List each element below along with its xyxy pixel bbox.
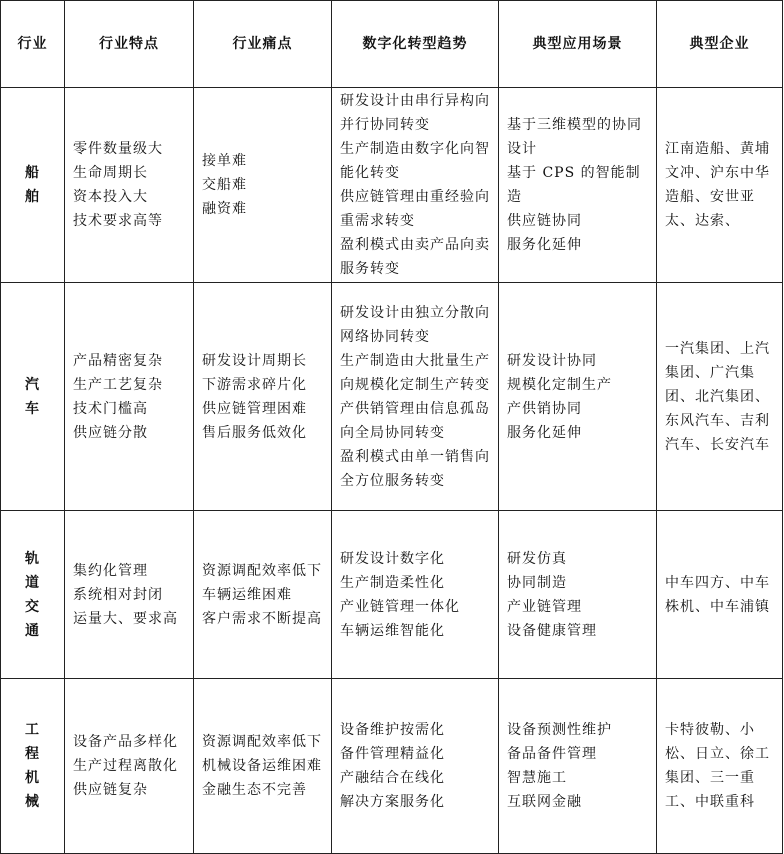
header-trends: 数字化转型趋势 [332, 1, 499, 88]
companies-cell [657, 679, 783, 854]
list-item: 零件数量级大 [73, 141, 163, 157]
table-row [1, 88, 783, 283]
table-row [1, 679, 783, 854]
list-item: 盈利模式由单一销售向全方位服务转变 [340, 448, 490, 489]
companies-cell [657, 511, 783, 679]
list-item: 生产工艺复杂 [73, 376, 163, 393]
list-item: 资源调配效率低下 [202, 562, 322, 579]
list-item: 解决方案服务化 [340, 794, 445, 810]
list-item: 互联网金融 [507, 794, 582, 810]
companies-text: 江南造船、黄埔文冲、沪东中华造船、安世亚太、达索、 [665, 141, 770, 229]
list-item: 服务化延伸 [507, 424, 582, 441]
trends-cell [332, 88, 499, 283]
header-row [1, 1, 783, 88]
companies-cell [657, 283, 783, 511]
header-industry: 行业 [1, 1, 65, 88]
list-item: 研发仿真 [507, 550, 567, 567]
list-item: 生产过程离散化 [73, 758, 178, 774]
list-item: 智慧施工 [507, 770, 567, 786]
trends-cell [332, 511, 499, 679]
list-item: 融资难 [202, 201, 247, 217]
list-item: 供应链复杂 [73, 782, 148, 798]
list-item: 售后服务低效化 [202, 424, 307, 441]
features-cell [65, 511, 194, 679]
list-item: 规模化定制生产 [507, 376, 612, 393]
list-item: 运量大、要求高 [73, 610, 178, 627]
header-pain-points: 行业痛点 [194, 1, 332, 88]
list-item: 设备预测性维护 [507, 722, 612, 738]
list-item: 产供销协同 [507, 400, 582, 417]
list-item: 盈利模式由卖产品向卖服务转变 [340, 237, 490, 277]
pain-points-cell [194, 511, 332, 679]
list-item: 研发设计数字化 [340, 550, 445, 567]
scenarios-cell [499, 283, 657, 511]
scenarios-cell [499, 88, 657, 283]
table-row [1, 283, 783, 511]
list-item: 客户需求不断提高 [202, 610, 322, 627]
list-item: 备件管理精益化 [340, 746, 445, 762]
companies-text: 卡特彼勒、小松、日立、徐工集团、三一重工、中联重科 [665, 722, 770, 810]
list-item: 集约化管理 [73, 562, 148, 579]
list-item: 机械设备运维困难 [202, 758, 322, 774]
industry-label: 工程机械 [25, 722, 40, 810]
list-item: 研发设计周期长 [202, 352, 307, 369]
list-item: 设备产品多样化 [73, 734, 178, 750]
industry-label: 轨道交通 [25, 550, 40, 639]
industry-name [1, 679, 65, 854]
list-item: 生产制造柔性化 [340, 574, 445, 591]
list-item: 车辆运维智能化 [340, 622, 445, 639]
list-item: 基于三维模型的协同设计 [507, 117, 642, 157]
list-item: 生命周期长 [73, 165, 148, 181]
list-item: 交船难 [202, 177, 247, 193]
list-item: 技术要求高等 [73, 213, 163, 229]
list-item: 设备健康管理 [507, 622, 597, 639]
list-item: 研发设计由独立分散向网络协同转变 [340, 304, 490, 345]
list-item: 产融结合在线化 [340, 770, 445, 786]
list-item: 供应链协同 [507, 213, 582, 229]
list-item: 系统相对封闭 [73, 586, 163, 603]
list-item: 产品精密复杂 [73, 352, 163, 369]
header-features: 行业特点 [65, 1, 194, 88]
list-item: 资源调配效率低下 [202, 734, 322, 750]
pain-points-cell [194, 88, 332, 283]
list-item: 服务化延伸 [507, 237, 582, 253]
header-companies: 典型企业 [657, 1, 783, 88]
features-cell [65, 88, 194, 283]
table-row [1, 511, 783, 679]
scenarios-cell [499, 679, 657, 854]
list-item: 备品备件管理 [507, 746, 597, 762]
list-item: 设备维护按需化 [340, 722, 445, 738]
list-item: 产供销管理由信息孤岛向全局协同转变 [340, 400, 490, 441]
header-scenarios: 典型应用场景 [499, 1, 657, 88]
industry-label: 汽车 [25, 376, 40, 417]
industry-name [1, 88, 65, 283]
industry-name [1, 511, 65, 679]
companies-text: 中车四方、中车株机、中车浦镇 [665, 574, 770, 615]
list-item: 产业链管理 [507, 598, 582, 615]
list-item: 生产制造由大批量生产向规模化定制生产转变 [340, 352, 490, 393]
industry-name [1, 283, 65, 511]
list-item: 研发设计由串行异构向并行协同转变 [340, 93, 490, 133]
trends-cell [332, 283, 499, 511]
list-item: 产业链管理一体化 [340, 598, 460, 615]
scenarios-cell [499, 511, 657, 679]
list-item: 金融生态不完善 [202, 782, 307, 798]
features-cell [65, 283, 194, 511]
pain-points-cell [194, 679, 332, 854]
industry-label: 船舶 [25, 165, 40, 205]
list-item: 供应链管理困难 [202, 400, 307, 417]
list-item: 供应链管理由重经验向重需求转变 [340, 189, 490, 229]
companies-text: 一汽集团、上汽集团、广汽集团、北汽集团、东风汽车、吉利汽车、长安汽车 [665, 340, 770, 453]
list-item: 下游需求碎片化 [202, 376, 307, 393]
list-item: 技术门槛高 [73, 400, 148, 417]
list-item: 资本投入大 [73, 189, 148, 205]
pain-points-cell [194, 283, 332, 511]
list-item: 车辆运维困难 [202, 586, 292, 603]
list-item: 协同制造 [507, 574, 567, 591]
list-item: 基于 CPS 的智能制造 [507, 165, 641, 205]
list-item: 供应链分散 [73, 424, 148, 441]
list-item: 生产制造由数字化向智能化转变 [340, 141, 490, 181]
trends-cell [332, 679, 499, 854]
companies-cell [657, 88, 783, 283]
list-item: 研发设计协同 [507, 352, 597, 369]
features-cell [65, 679, 194, 854]
list-item: 接单难 [202, 153, 247, 169]
